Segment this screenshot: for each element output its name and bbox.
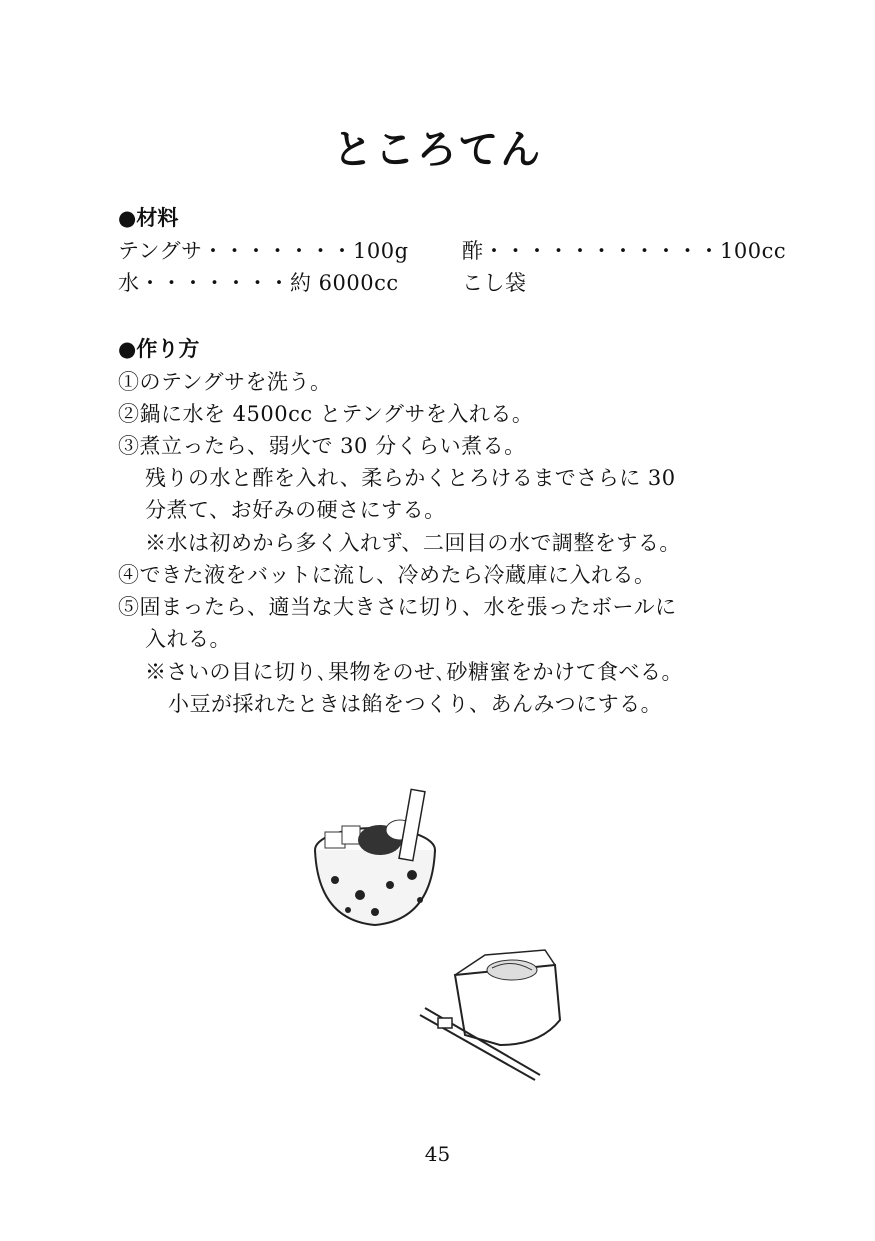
ingredient-item: 酢・・・・・・・・・・・100cc	[462, 239, 787, 263]
bowl-drawing	[315, 789, 435, 925]
method-step-continuation: 入れる。	[145, 627, 231, 651]
page-title: ところてん	[332, 127, 543, 173]
method-heading: ●作り方	[118, 337, 200, 361]
ingredient-item: 水・・・・・・・約 6000cc	[118, 271, 399, 295]
method-note-continuation: 小豆が採れたときは餡をつくり、あんみつにする。	[168, 692, 663, 716]
ingredient-item: こし袋	[462, 271, 527, 295]
tokoroten-illustration	[300, 780, 570, 1100]
method-note: ※水は初めから多く入れず、二回目の水で調整をする。	[145, 531, 681, 555]
method-step: ②鍋に水を 4500cc とテングサを入れる。	[118, 402, 534, 426]
method-step: ④できた液をバットに流し、冷めたら冷蔵庫に入れる。	[118, 563, 656, 587]
ingredient-item: テングサ・・・・・・・100g	[118, 239, 409, 263]
page-number: 45	[424, 1142, 451, 1166]
method-step-continuation: 分煮て、お好みの硬さにする。	[145, 498, 446, 522]
method-step: ①のテングサを洗う。	[118, 370, 332, 394]
dish-drawing	[455, 950, 560, 1045]
method-note: ※さいの目に切り､果物をのせ､砂糖蜜をかけて食べる。	[145, 660, 683, 684]
method-step-continuation: 残りの水と酢を入れ、柔らかくとろけるまでさらに 30	[145, 466, 676, 490]
method-step: ③煮立ったら、弱火で 30 分くらい煮る。	[118, 434, 526, 458]
method-step: ⑤固まったら、適当な大きさに切り、水を張ったボールに	[118, 595, 677, 619]
ingredients-heading: ●材料	[118, 206, 179, 230]
